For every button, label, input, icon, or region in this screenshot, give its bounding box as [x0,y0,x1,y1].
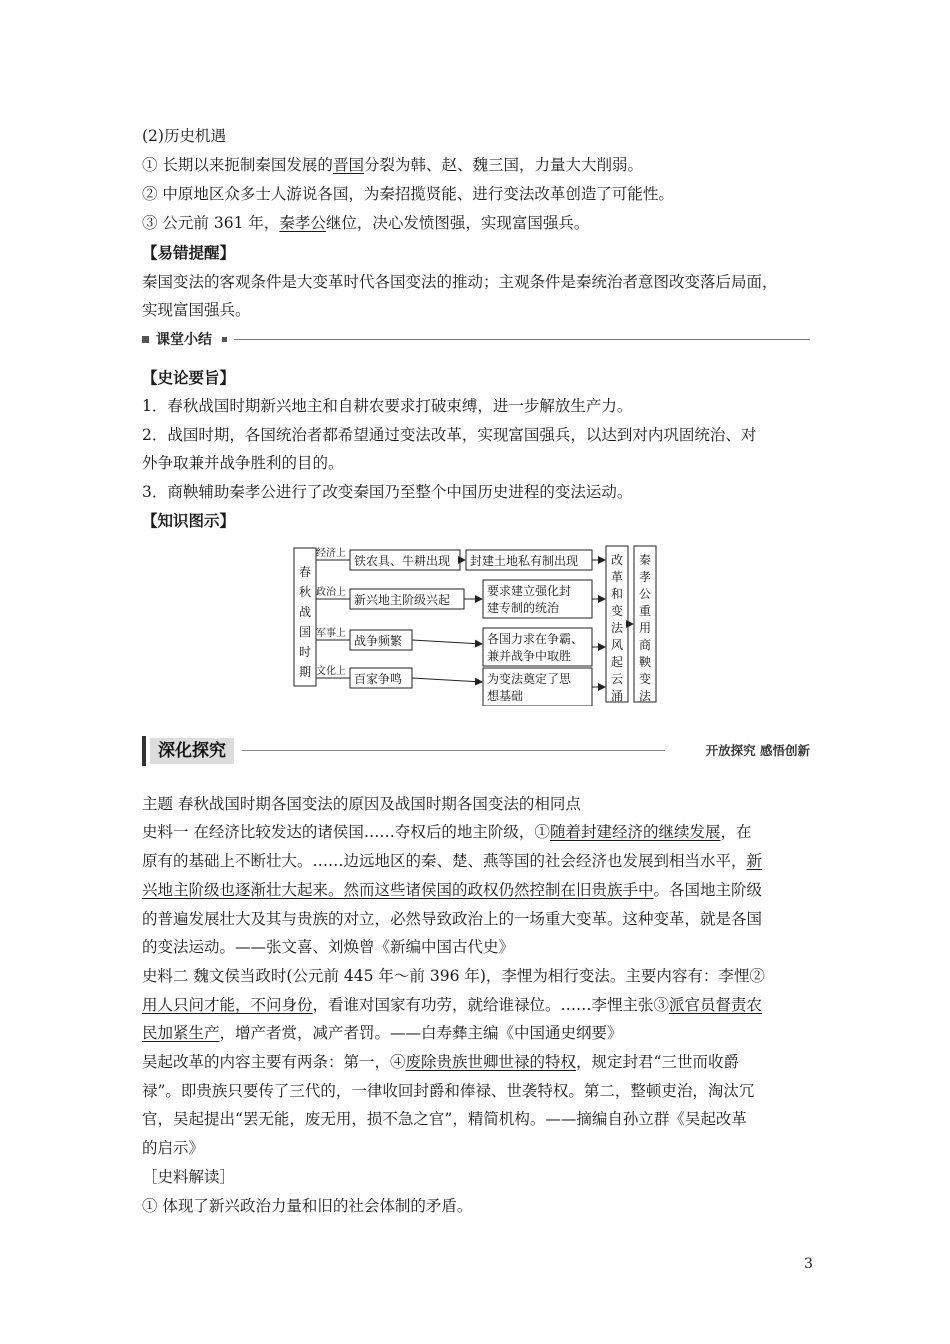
deep-inquiry-title: 深化探究 [150,738,234,764]
key-points-heading: 【史论要旨】 [142,368,236,387]
diagram-col4-char: 用 [638,621,652,635]
source-2-line-2: 用人只问才能，不问身份，看谁对国家有功劳，就给谁禄位。……李悝主张③派官员督责农 [142,996,763,1014]
error-reminder-heading: 【易错提醒】 [142,243,236,262]
diagram-era-char: 战 [298,605,312,619]
diagram-col4-char: 变 [638,672,652,686]
page-number: 3 [804,1256,813,1272]
diagram-col3-char: 云 [610,672,624,686]
knowledge-diagram [288,542,660,706]
diagram-col3-char: 和 [610,587,624,601]
diagram-col4-char: 秦 [638,553,652,567]
diagram-col3-char: 改 [610,553,624,567]
source-1-line-5: 的变法运动。——张文喜、刘焕曾《新编中国古代史》 [142,938,515,956]
diagram-col3-char: 涌 [610,689,624,703]
source-2-line-1: 史料二 魏文侯当政时(公元前 445 年～前 396 年)，李悝为相行变法。主要内容有：李悝② [142,967,765,985]
diagram-era-char: 秋 [298,585,312,599]
diagram-col1-text: 百家争鸣 [354,672,403,686]
diagram-col4-char: 重 [638,604,652,618]
history-opportunity-heading: (2)历史机遇 [142,127,226,145]
diagram-col2-text: 为变法奠定了思 [487,672,572,686]
diagram-era-char: 国 [298,625,312,639]
diagram-col1-text: 新兴地主阶级兴起 [354,593,451,607]
history-opportunity-item-2: ② 中原地区众多士人游说各国，为秦招揽贤能、进行变法改革创造了可能性。 [142,185,674,203]
section-divider [242,750,665,751]
diagram-era-char: 期 [298,665,312,679]
knowledge-diagram-heading: 【知识图示】 [142,511,236,530]
diagram-era-char: 春 [298,565,312,579]
diagram-col2-text: 要求建立强化封 [487,584,572,598]
source-1-line-4: 的普遍发展壮大及其与贵族的对立，必然导致政治上的一场重大变革。这种变革，就是各国 [142,910,763,928]
diagram-label-politics: 政治上 [316,587,346,598]
diagram-col3-char: 法 [610,621,624,635]
history-opportunity-item-3: ③ 公元前 361 年，秦孝公继位，决心发愤图强，实现富国强兵。 [142,214,590,232]
diagram-col4-char: 鞅 [638,655,652,669]
wuqi-line-4: 的启示》 [142,1139,205,1157]
diagram-col3-char: 革 [610,570,624,584]
diagram-col3-char: 变 [610,604,624,618]
error-reminder-line-2: 实现富国强兵。 [142,301,251,319]
diagram-col3-char: 风 [610,638,624,652]
diagram-label-culture: 文化上 [316,666,346,677]
section-edge-marker [142,736,146,766]
diagram-col4-char: 商 [638,638,652,652]
diagram-col2-text: 封建土地私有制出现 [470,554,579,568]
diagram-col2-text: 各国力求在争霸、 [487,632,584,646]
diagram-label-economy: 经济上 [316,548,346,559]
wuqi-line-2: 禄”。即贵族只要传了三代的，一律收回封爵和俸禄、世袭特权。第二，整顿吏治，淘汰冗 [142,1082,755,1100]
source-1-line-1: 史料一 在经济比较发达的诸侯国……夺权后的地主阶级，①随着封建经济的继续发展，在 [142,823,752,841]
key-point-3: 3．商鞅辅助秦孝公进行了改变秦国乃至整个中国历史进程的变法运动。 [142,483,633,501]
section-divider [234,339,810,340]
interpretation-1: ① 体现了新兴政治力量和旧的社会体制的矛盾。 [142,1197,473,1215]
diagram-col3-char: 起 [610,655,624,669]
diagram-era-char: 时 [298,645,312,659]
interpretation-heading: ［史料解读］ [142,1168,236,1186]
source-2-line-3: 民加紧生产，增产者赏，减产者罚。——白寿彝主编《中国通史纲要》 [142,1024,623,1042]
topic-line: 主题 春秋战国时期各国变法的原因及战国时期各国变法的相同点 [142,795,581,813]
diagram-col1-text: 铁农具、牛耕出现 [354,554,451,568]
square-bullet-icon [222,337,227,342]
key-point-2-line-1: 2．战国时期，各国统治者都希望通过变法改革，实现富国强兵，以达到对内巩固统治、对 [142,426,757,444]
class-summary-section-bar [142,330,810,350]
source-1-line-3: 兴地主阶级也逐渐壮大起来。然而这些诸侯国的政权仍然控制在旧贵族手中。各国地主阶级 [142,881,763,899]
diagram-label-military: 军事上 [316,628,346,639]
diagram-col4-char: 法 [638,689,652,703]
diagram-col2-text: 想基础 [487,689,524,703]
diagram-col2-text: 建专制的统治 [487,601,560,615]
class-summary-title: 课堂小结 [156,332,212,348]
key-point-2-line-2: 外争取兼并战争胜利的目的。 [142,454,344,472]
diagram-col4-char: 孝 [638,570,652,584]
diagram-col2-text: 兼并战争中取胜 [487,649,572,663]
deep-inquiry-tagline: 开放探究 感悟创新 [705,743,810,758]
wuqi-line-1: 吴起改革的内容主要有两条：第一，④废除贵族世卿世禄的特权，规定封君“三世而收爵 [142,1053,739,1071]
key-point-1: 1．春秋战国时期新兴地主和自耕农要求打破束缚，进一步解放生产力。 [142,397,633,415]
diagram-col4-char: 公 [638,587,652,601]
diagram-col1-text: 战争频繁 [354,634,403,648]
square-bullet-icon [142,336,149,343]
source-1-line-2: 原有的基础上不断壮大。……边远地区的秦、楚、燕等国的社会经济也发展到相当水平，新 [142,852,763,870]
history-opportunity-item-1: ① 长期以来扼制秦国发展的晋国分裂为韩、赵、魏三国，力量大大削弱。 [142,156,643,174]
wuqi-line-3: 官，吴起提出“罢无能，废无用，损不急之官”，精简机构。——摘编自孙立群《吴起改革 [142,1110,747,1128]
error-reminder-line-1: 秦国变法的客观条件是大变革时代各国变法的推动；主观条件是秦统治者意图改变落后局面， [142,273,778,291]
deep-inquiry-section-bar [142,736,810,766]
